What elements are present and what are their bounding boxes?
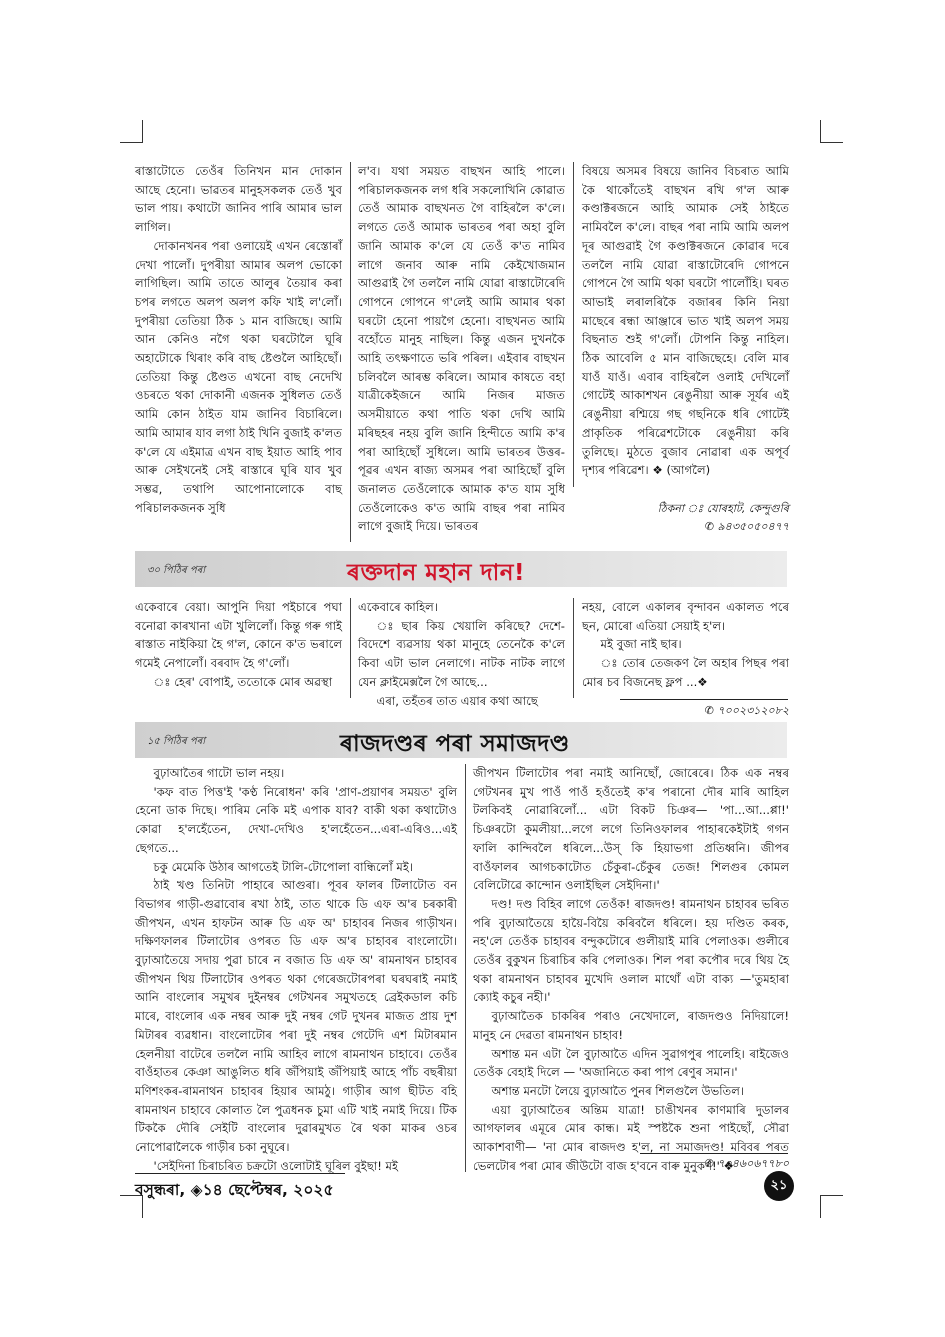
continued-from-label: ৩০ পিঠিৰ পৰা bbox=[147, 565, 206, 576]
article2-title: ৰক্তদান মহান দান! bbox=[347, 560, 526, 586]
magazine-footer: বসুন্ধৰা, ◈১৪ ছেপ্টেম্বৰ, ২০২৫ bbox=[135, 1181, 334, 1199]
footer-rule bbox=[135, 1173, 345, 1174]
paragraph: ল'ব। যথা সময়ত বাছখন আহি পালে। পৰিচালকজনক লগ ধৰি সকলোখিনি কোৱাত তেওঁ আমাক বাছখনত গৈ বাহিৰলৈ ক'লে। লগতে তেওঁ আমাক ভাৰতৰ পৰা অহা বুলি জানি আমাক ক'লে যে তেওঁ ক'ত নামিব লাগে জনাব আৰু নামি কেইখোজমান আগুৱাই গৈ তললৈ নামি যোৱা ৰাস্তাটোৰেদি গোপনে গোপনে গ'লেই আমি আমাৰ থকা ঘৰটো হেনো পায়গৈ হেনো। বাছখনত আমি বহোঁতে মানুহ নাছিল। কিন্তু এজন দুখনকৈ আহি তৎক্ষণাতে ভৰি পৰিল। এইবাৰ বাছখন চলিবলৈ আৰম্ভ কৰিলে। আমাৰ কাষতে বহা যাত্ৰীকেইজনে আমি নিজৰ মাজত অসমীয়াতে কথা পাতি থকা দেখি আমি মৰিছহৰ নহয় বুলি জানি হিন্দীতে আমি ক'ৰ পৰা আহিছোঁ সুধিলে। আমি ভাৰতৰ উত্তৰ-পূৱৰ এখন ৰাজ্য অসমৰ পৰা আহিছোঁ বুলি জনালত তেওঁলোকে আমাক ক'ত যাম সুধি তেওঁলোকেও ক'ত আমি বাছৰ পৰা নামিব লাগে বুজাই দিয়ে। ভাৰতৰ bbox=[358, 164, 565, 534]
article2-banner bbox=[135, 551, 787, 587]
column-divider bbox=[573, 162, 574, 487]
paragraph: 'কফ বাত পিত্ত'ই 'কণ্ঠ নিৰোধন' কৰি 'প্ৰাণ-প্ৰয়াণৰ সময়ত' বুলি হেনো ডাক দিছে। পাৰিম নেকি মই এপাক যাব? বাকী থকা কথাটোও কোৱা হ'লহেঁতেন, দেখা-দেখিও হ'লহেঁতেন...এৰা-এৰিও...এই ছেগতে... bbox=[135, 784, 457, 855]
author-phone: ✆ ৯৪৩৫০৫০৪৭৭ bbox=[704, 520, 789, 533]
paragraph: দণ্ড! দণ্ড বিহিব লাগে তেওঁক! ৰাজদণ্ড! ৰামনাথন চাহাবৰ ভৰিত পৰি বুঢ়াআতৈয়ে হায়ৈ-বিয়ৈ কৰিবলৈ ধৰিলে। হয় দণ্ডিত কৰক, নহ'লে তেওঁক চাহাবৰ বন্দুকটোৰে গুলীয়াই মাৰি পেলাওক। গুলীৰে তেওঁৰ বুকুখন চিৰাচিৰ কৰি পেলাওক। শিল পৰা কপৌৰ দৰে থিয় হৈ থকা ৰামনাথন চাহাবৰ মুখেদি ওলাল মাথোঁ এটা বাক্য —'তুমহাৰা ক্যোই কচুৰ নহী।' bbox=[473, 896, 789, 1005]
paragraph: ঃ ছাৰ কিয় খেয়ালি কৰিছে? দেশে-বিদেশে ব্যৱসায় থকা মানুহে তেনেকৈ ক'লে কিবা এটা ভাল নেলাগে। নাটক নাটক লাগে যেন ক্লাইমেক্সলৈ গৈ আছে... bbox=[358, 618, 565, 689]
author-address: ঠিকনা ঃ যোৰহাট, কেন্দুগুৰি bbox=[657, 502, 789, 515]
paragraph: ঠাই খণ্ড তিনিটা পাহাৰে আগুৰা। পূবৰ ফালৰ টিলাটোত বন বিভাগৰ গাড়ী-গুৱাবোৰ ৰখা ঠাই, তাত থাকে ডি এফ অ'ৰ চৰকাৰী জীপখন, এখন হাফটন আৰু ডি এফ অ' চাহাবৰ নিজৰ গাড়ীখন। দক্ষিণফালৰ টিলাটোৰ ওপৰত ডি এফ অ'ৰ চাহাবৰ বাংলোটো। বুঢ়াআতৈয়ে সদায় পুৱা চাৰে ন বজাত ডি এফ অ' ৰামনাথন চাহাবৰ জীপখন থিয় টিলাটোৰ ওপৰত থকা গেৰেজটোৰপৰা ঘৰঘৰাই নমাই আনি বাংলোৰ সমুখৰ দুইনম্বৰ গেটখনৰ সমুখতহে ব্ৰেইকডাল কচি মাৰে, বাংলোৰ এক নম্বৰ আৰু দুই নম্বৰ গেট দুখনৰ মাজত প্ৰায় দুশ মিটাৰৰ ব্যৱধান। বাংলোটোৰ পৰা দুই নম্বৰ গেটেদি এশ মিটাৰমান হেলনীয়া বাটেৰে তললৈ নামি আহিব লাগে ৰামনাথন চাহাবে। তেওঁৰ বাওঁহাতৰ কেঞা আঙুলিত ধৰি জঁপিয়াই জঁপিয়াই আহে পাঁচ বছৰীয়া মণিশংকৰ-ৰামনাথন চাহাবৰ হিয়াৰ আমঠু। গাড়ীৰ আগ ছীটত বহি ৰামনাথন চাহাবে কোলাত লৈ পুত্ৰধনক চুমা এটি খাই নমাই দিয়ে। টিক টিককৈ দৌৰি সেইটি বাংলোৰ দুৱাৰমুখত ৰৈ থকা মাকৰ ওচৰ নোপোৱালৈকে গাড়ীৰ চকা নুঘূৰে। bbox=[135, 878, 457, 1155]
article1-column-1 bbox=[135, 162, 342, 542]
crop-mark bbox=[120, 120, 143, 143]
article1-column-2 bbox=[358, 162, 565, 542]
page-number: ২১ bbox=[764, 1171, 794, 1201]
separator-rule bbox=[640, 1153, 788, 1154]
paragraph: ঃ তোৰ তেজকণ লৈ অহাৰ পিছৰ পৰা মোৰ চব বিজনেছ ফ্লপ ...❖ bbox=[582, 656, 789, 689]
column-divider bbox=[350, 162, 351, 542]
column-divider bbox=[465, 764, 466, 1172]
paragraph: দোকানখনৰ পৰা ওলায়েই এখন ৰেস্তোৰাঁ দেখা পালোঁ। দুপৰীয়া আমাৰ অলপ ভোকো লাগিছিল। আমি তাতে আলুৰ তৈয়াৰ কৰা চপৰ লগতে অলপ অলপ কফি খাই ল'লোঁ। দুপৰীয়া তেতিয়া ঠিক ১ মান বাজিছে। আমি আন কেনিও নগৈ থকা ঘৰটোলৈ ঘূৰি অহাটোকে থিৰাং কৰি বাছ ষ্টেণ্ডলৈ আহিছোঁ। তেতিয়া কিন্তু ষ্টেণ্ডত এখনো বাছ নেদেখি ওচৰতে থকা দোকানী এজনক সুধিলত তেওঁ আমি কোন ঠাইত যাম জানিব বিচাৰিলে। আমি আমাৰ যাব লগা ঠাই খিনি বুজাই ক'লত ক'লে যে এইমাত্ৰ এখন বাছ ইয়াত আহি পাব আৰু সেইখনেই সেই ৰাস্তাৰে ঘূৰি যাব খুব সম্ভৱ, তথাপি আপোনালোকে বাছ পৰিচালকজনক সুধি bbox=[135, 238, 342, 515]
paragraph: ৰাস্তাটোতে তেওঁৰ তিনিখন মান দোকান আছে হেনো। ভাৱতৰ মানুহসকলক তেওঁ খুব ভাল পায়। কথাটো জানিব পাৰি আমাৰ ভাল লাগিল। bbox=[135, 164, 342, 235]
author-phone: ✆ ৭০৪৬০৬৭৭৮০ bbox=[704, 1157, 789, 1170]
paragraph: এৰা, তহঁতৰ তাত এয়াৰ কথা আছে bbox=[376, 693, 538, 708]
paragraph: অশান্ত মন এটা লৈ বুঢ়াআতৈ এদিন সুৱাগপুৰ পালেহি। ৰাইজেও তেওঁক বেহাই দিলে — 'অজানিতে কৰা পাপ ৰেণুৰ সমান।' bbox=[473, 1046, 789, 1080]
paragraph: মই বুজা নাই ছাৰ। bbox=[600, 637, 682, 652]
article2-column-1 bbox=[135, 598, 342, 698]
paragraph: বিষয়ে অসমৰ বিষয়ে জানিব বিচৰাত আমি কৈ থাকোঁতেই বাছখন ৰখি গ'ল আৰু কণ্ডাক্টৰজনে আহি আমাক সেই ঠাইতে নামিবলৈ ক'লে। বাছৰ পৰা নামি আমি অলপ দূৰ আগুৱাই গৈ কণ্ডাক্টৰজনে কোৱাৰ দৰে তললৈ নামি যোৱা ৰাস্তাটোৰেদি গোপনে গোপনে গৈ আমি থকা ঘৰটো পালোঁহি। ঘৰত আভাই লৰালৰিকৈ বজাৰৰ কিনি নিয়া মাছেৰে ৰন্ধা আঞ্জাৰে ভাত খাই অলপ সময় বিছনাত শুই গ'লোঁ। টোপনি কিন্তু নাহিল। ঠিক আবেলি ৫ মান বাজিছেহে। বেলি মাৰ যাওঁ যাওঁ। এবাৰ বাহিৰলৈ ওলাই দেখিলোঁ গোটেই আকাশখন ৰেঙুনীয়া আৰু সূৰ্যৰ এই ৰেঙুনীয়া ৰশ্মিয়ে গছ গছনিকে ধৰি গোটেই প্ৰাকৃতিক পৰিৱেশটোকে ৰেঙুনীয়া কৰি তুলিছে। মুঠতে বুজাব নোৱাৰা এক অপূৰ্ব দৃশ্যৰ পৰিৱেশ। ❖ (আগলৈ) bbox=[582, 164, 789, 478]
paragraph: 'সেইদিনা চিৰাচৰিত চক্ৰটো ওলোটাই ঘূৰিল বুইছা! মই bbox=[153, 1158, 399, 1173]
paragraph: একেবাৰে কাহিল। bbox=[358, 600, 438, 614]
paragraph: চকু মেমেকি উঠাৰ আগতেই টালি-টোপোলা বান্ধিলোঁ মই। bbox=[153, 859, 413, 874]
paragraph: এয়া বুঢ়াআতৈৰ অন্তিম যাত্ৰা! চাঙীখনৰ কাণমাৰি দুডালৰ আগফালৰ এমূৰে মোৰ কান্ধ। মই স্পষ্টকৈ শুনা পাইছোঁ, সৌৱা আকাশবাণী— 'না মোৰ ৰাজদণ্ড হ'ল, না সমাজদণ্ড! মবিবৰ পৰত ভেলটোৰ পৰা মোৰ জীউটো বাজ হ'বনে বাৰু মুনুকণ!' ❖ bbox=[473, 1102, 789, 1173]
column-divider bbox=[573, 598, 574, 698]
paragraph: জীপখন টিলাটোৰ পৰা নমাই আনিছোঁ, জোৰেৰে। ঠিক এক নম্বৰ গেটখনৰ মুখ পাওঁ পাওঁ হওঁতেই ক'ৰ পৰানো দৌৰ মাৰি আহিল টলকিবই নোৱাৰিলোঁ... এটা বিকট চিঞৰ— 'পা...আ...প্পা!' চিঞৰটো কুমলীয়া...লগে লগে তিনিওফালৰ পাহাৰকেইটাই গগন ফালি কান্দিবলৈ ধৰিলে...উস্ কি হিয়াভগা প্ৰতিধ্বনি। জীপৰ বাওঁফালৰ আগচকাটোত চেঁকুৰা-চেঁকুৰ তেজ! শিলগুৰ কোমল বেলিটোৱে কান্দোন ওলাইছিল সেইদিনা।' bbox=[473, 766, 789, 893]
author-phone: ✆ ৭০০২৩১২০৮২ bbox=[704, 704, 789, 717]
continued-from-label: ১৫ পিঠিৰ পৰা bbox=[147, 736, 206, 747]
crop-mark bbox=[820, 120, 843, 143]
article2-column-3 bbox=[582, 598, 789, 698]
separator-rule bbox=[620, 699, 788, 700]
article3-banner bbox=[135, 722, 787, 758]
paragraph: অশান্ত মনটো লৈয়ে বুঢ়াআতৈ পুনৰ শিলগুলৈ উভতিল। bbox=[491, 1083, 745, 1098]
paragraph: বুঢ়াআতৈৰ গাটো ভাল নহয়। bbox=[153, 766, 285, 780]
paragraph: ঃ হেৰ' বোপাই, ততোকে মোৰ অৱস্থা bbox=[153, 674, 333, 689]
paragraph: একেবাৰে বেয়া। আপুনি দিয়া পইচাৰে পঘা বনোৱা কাৰখানা এটা খুলিলোঁ। কিন্তু গৰু গাই ৰাস্তাত নাইকিয়া হৈ গ'ল, কোনে ক'ত ভৰালে গমেই নেপালোঁ। বৰবাদ হৈ গ'লোঁ। bbox=[135, 600, 342, 671]
article2-column-2 bbox=[358, 598, 565, 708]
article1-column-3 bbox=[582, 162, 789, 487]
paragraph: বুঢ়াআতৈক চাকৰিৰ পৰাও নেখেদালে, ৰাজদণ্ডও নিদিয়ালে! মানুহ নে দেৱতা ৰামনাথন চাহাব! bbox=[473, 1009, 789, 1042]
article3-column-1 bbox=[135, 764, 457, 1172]
column-divider bbox=[350, 598, 351, 698]
article3-title: ৰাজদণ্ডৰ পৰা সমাজদণ্ড bbox=[340, 731, 570, 757]
paragraph: নহয়, বোলে একালৰ বৃন্দাবন একালত পৰে ছন, মোৰো এতিয়া সেয়াই হ'ল। bbox=[582, 600, 789, 633]
crop-mark bbox=[820, 1195, 843, 1218]
